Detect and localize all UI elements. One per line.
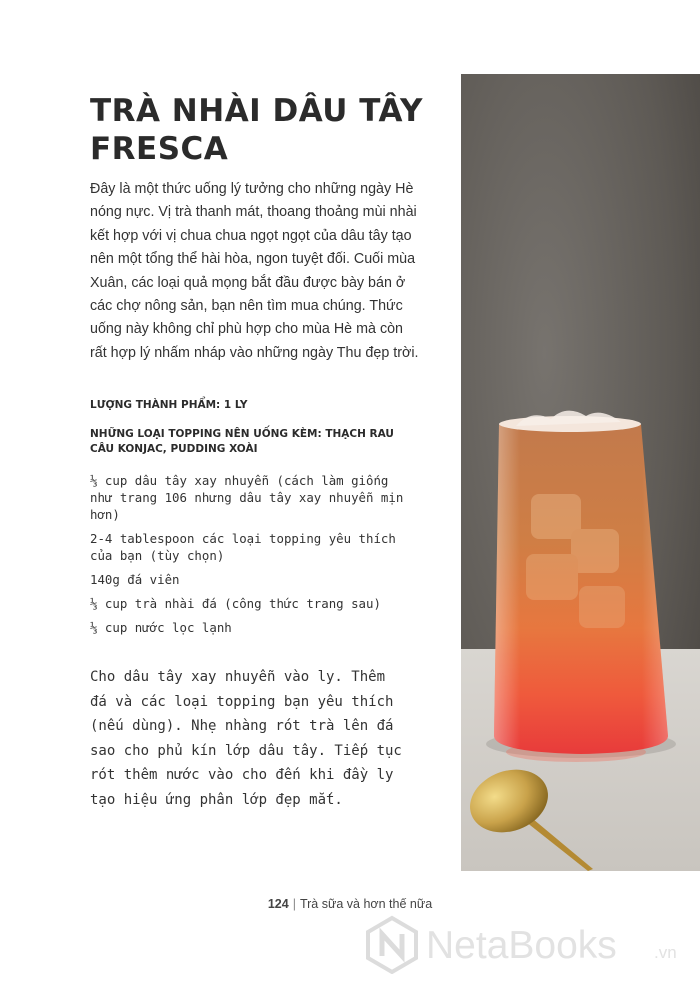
section-title: Trà sữa và hơn thế nữa (299, 897, 433, 911)
brand-watermark (362, 914, 692, 974)
page-footer (0, 897, 700, 911)
drink-photo (461, 74, 700, 871)
method-paragraph: Cho dâu tây xay nhuyễn vào ly. Thêm đá và các loại topping bạn yêu thích (nếu dùng). Nhẹ nhàng rót trà lên đá sao cho phủ kín lớp dâu tây. Tiếp tục rót thêm nước vào cho đến khi đầy ly tạo hiệu ứng phân lớp đẹp mắt. (90, 669, 402, 808)
ingredient-item: 2-4 tablespoon các loại topping yêu thích của bạn (tùy chọn) (90, 531, 396, 563)
recipe-title (90, 92, 430, 168)
recipe-title-line-1: TRÀ NHÀI DÂU TÂY (90, 93, 423, 129)
toppings-line: NHỮNG LOẠI TOPPING NÊN UỐNG KÈM: THẠCH RAU CÂU KONJAC, PUDDING XOÀI (90, 428, 394, 455)
ingredient-item: ⅓ cup nước lọc lạnh (90, 620, 232, 635)
ingredient-item: ⅓ cup trà nhài đá (công thức trang sau) (90, 596, 381, 611)
watermark-suffix-text: .vn (654, 943, 677, 962)
footer-separator: | (292, 897, 296, 911)
watermark-brand-text: NetaBooks (426, 924, 617, 967)
ingredient-item: ⅓ cup dâu tây xay nhuyễn (cách làm giống như trang 106 nhưng dâu tây xay nhuyễn mịn hơn) (90, 473, 404, 522)
intro-paragraph: Đây là một thức uống lý tưởng cho những ngày Hè nóng nực. Vị trà thanh mát, thoang thoảng mùi nhài kết hợp với vị chua chua ngọt ngọt của dâu tây tạo nên một tổng thể hài hòa, ngon tuyệt đối. Cuối mùa Xuân, các loại quả mọng bắt đầu được bày bán ở các chợ nông sản, bạn nên tìm mua chúng. Thức uống này không chỉ phù hợp cho mùa Hè mà còn rất hợp lý nhấm nháp vào những ngày Thu đẹp trời. (90, 181, 419, 361)
recipe-title-line-2: FRESCA (90, 131, 229, 167)
ingredient-item: 140g đá viên (90, 572, 180, 587)
yield-line: LƯỢNG THÀNH PHẨM: 1 LY (90, 399, 248, 411)
netabooks-logo-icon (362, 914, 692, 974)
page-number: 124 (267, 897, 289, 911)
ingredient-list (90, 472, 410, 643)
